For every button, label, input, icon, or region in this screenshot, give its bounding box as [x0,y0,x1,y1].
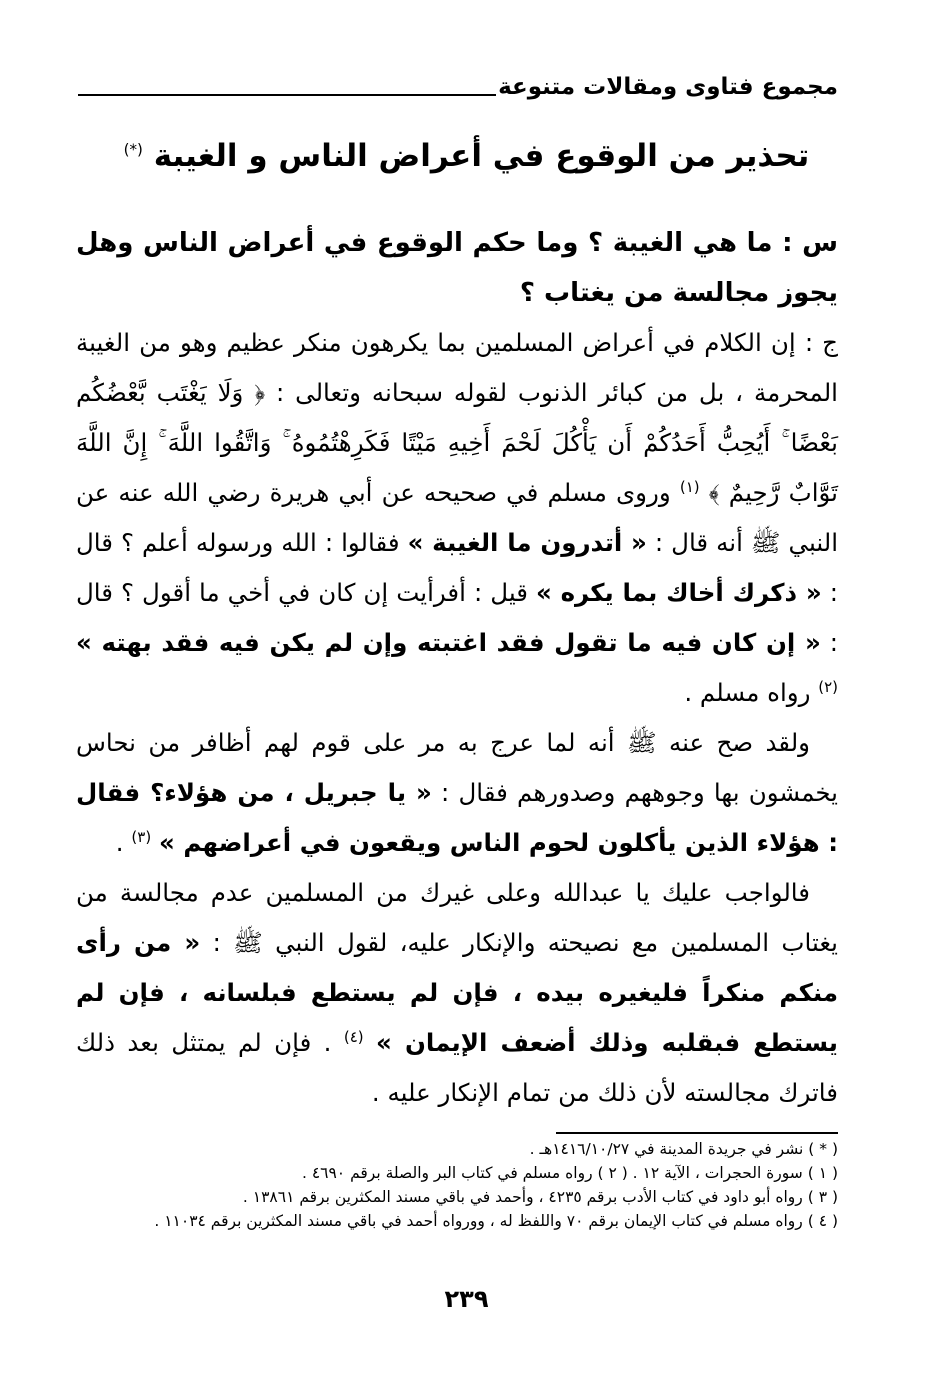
verse-footnote-marker: (١) [679,477,700,496]
article-title-text: تحذير من الوقوع في أعراض الناس و الغيبة [153,138,810,174]
footnote-item: ( ١ ) سورة الحجرات ، الآية ١٢ . ( ٢ ) رواه مسلم في كتاب البر والصلة برقم ٤٦٩٠ . [301,1164,838,1182]
hadith-answer-1: « ذكرك أخاك بما يكره » [535,578,822,607]
page-number: ٢٣٩ [444,1285,489,1313]
footnotes [76,1137,838,1233]
running-header [78,68,838,108]
hadith-footnote-marker-4: (٤) [343,1027,364,1046]
footnote-item: ( ٣ ) رواه أبو داود في كتاب الأدب برقم ٤٢٣٥ ، وأحمد في باقي مسند المكثرين برقم ١٣٨٦١ . [242,1188,838,1206]
hadith-forbid-evil: « من رأى منكم منكراً فليغيره بيده ، فإن لم يستطع فبلسانه ، فإن لم يستطع فبقلبه وذلك أضعف الإيمان » [76,928,839,1057]
footnote-rule [556,1132,838,1134]
obligation-text: فالواجب عليك يا عبدالله وعلى غيرك من المسلمين عدم مجالسة من يغتاب المسلمين مع نصيحته والإنكار عليه، لقول النبي ﷺ : [76,878,838,957]
obligation-conclusion: . فإن لم يمتثل بعد ذلك فاترك مجالسته لأن ذلك من تمام الإنكار عليه . [76,1028,838,1107]
title-footnote-marker: (*) [123,140,143,159]
hadith-source: رواه مسلم . [684,678,811,707]
hadith-question: « أتدرون ما الغيبة » [407,528,647,557]
night-journey-text: ولقد صح عنه ﷺ أنه لما عرج به مر على قوم لهم أظافر من نحاس يخمشون بها وجوههم وصدورهم فقال : [76,728,839,807]
companions-reply: فقالوا : الله ورسوله أعلم ؟ قال : [76,528,839,607]
hadith-footnote-marker-3: (٣) [131,827,152,846]
answer-paragraph [76,318,838,718]
follow-up-question: قيل : أفرأيت إن كان في أخي ما أقول ؟ قال : [76,578,839,657]
night-journey-quote: « يا جبريل ، من هؤلاء؟ فقال : هؤلاء الذين يأكلون لحوم الناس ويقعون في أعراضهم » [76,778,838,857]
running-header-title: مجموع فتاوى ومقالات متنوعة [498,74,838,100]
hadith-footnote-marker-2: (٢) [818,677,838,696]
footnote-item: ( * ) نشر في جريدة المدينة في ١٤١٦/١٠/٢٧هـ . [529,1140,838,1158]
narration-text: وروى مسلم في صحيحه عن أبي هريرة رضي الله عنه عن النبي ﷺ أنه قال : [76,478,838,557]
hadith-answer-2: « إن كان فيه ما تقول فقد اغتبته وإن لم يكن فيه فقد بهته » [76,628,821,657]
obligation-paragraph [76,868,838,1118]
night-journey-end: . [115,828,124,857]
answer-intro: ج : إن الكلام في أعراض المسلمين بما يكرهون منكر عظيم وهو من الغيبة المحرمة ، بل من كبائر الذنوب لقوله سبحانه وتعالى : [76,328,838,407]
question: س : ما هي الغيبة ؟ وما حكم الوقوع في أعراض الناس وهل يجوز مجالسة من يغتاب ؟ [76,228,838,308]
header-rule [78,94,496,96]
quran-verse: ﴿ وَلَا يَغْتَب بَّعْضُكُم بَعْضًا ۚ أَيُحِبُّ أَحَدُكُمْ أَن يَأْكُلَ لَحْمَ أَخِيهِ مَيْتًا فَكَرِهْتُمُوهُ ۚ وَاتَّقُوا اللَّهَ ۚ إِنَّ اللَّهَ تَوَّابٌ رَّحِيمٌ ﴾ [76,378,838,507]
footnote-item: ( ٤ ) رواه مسلم في كتاب الإيمان برقم ٧٠ واللفظ له ، وورواه أحمد في باقي مسند المكثرين برقم ١١٠٣٤ . [154,1212,838,1230]
article-title [80,138,853,174]
article-body [76,218,838,1118]
night-journey-paragraph [76,718,838,868]
